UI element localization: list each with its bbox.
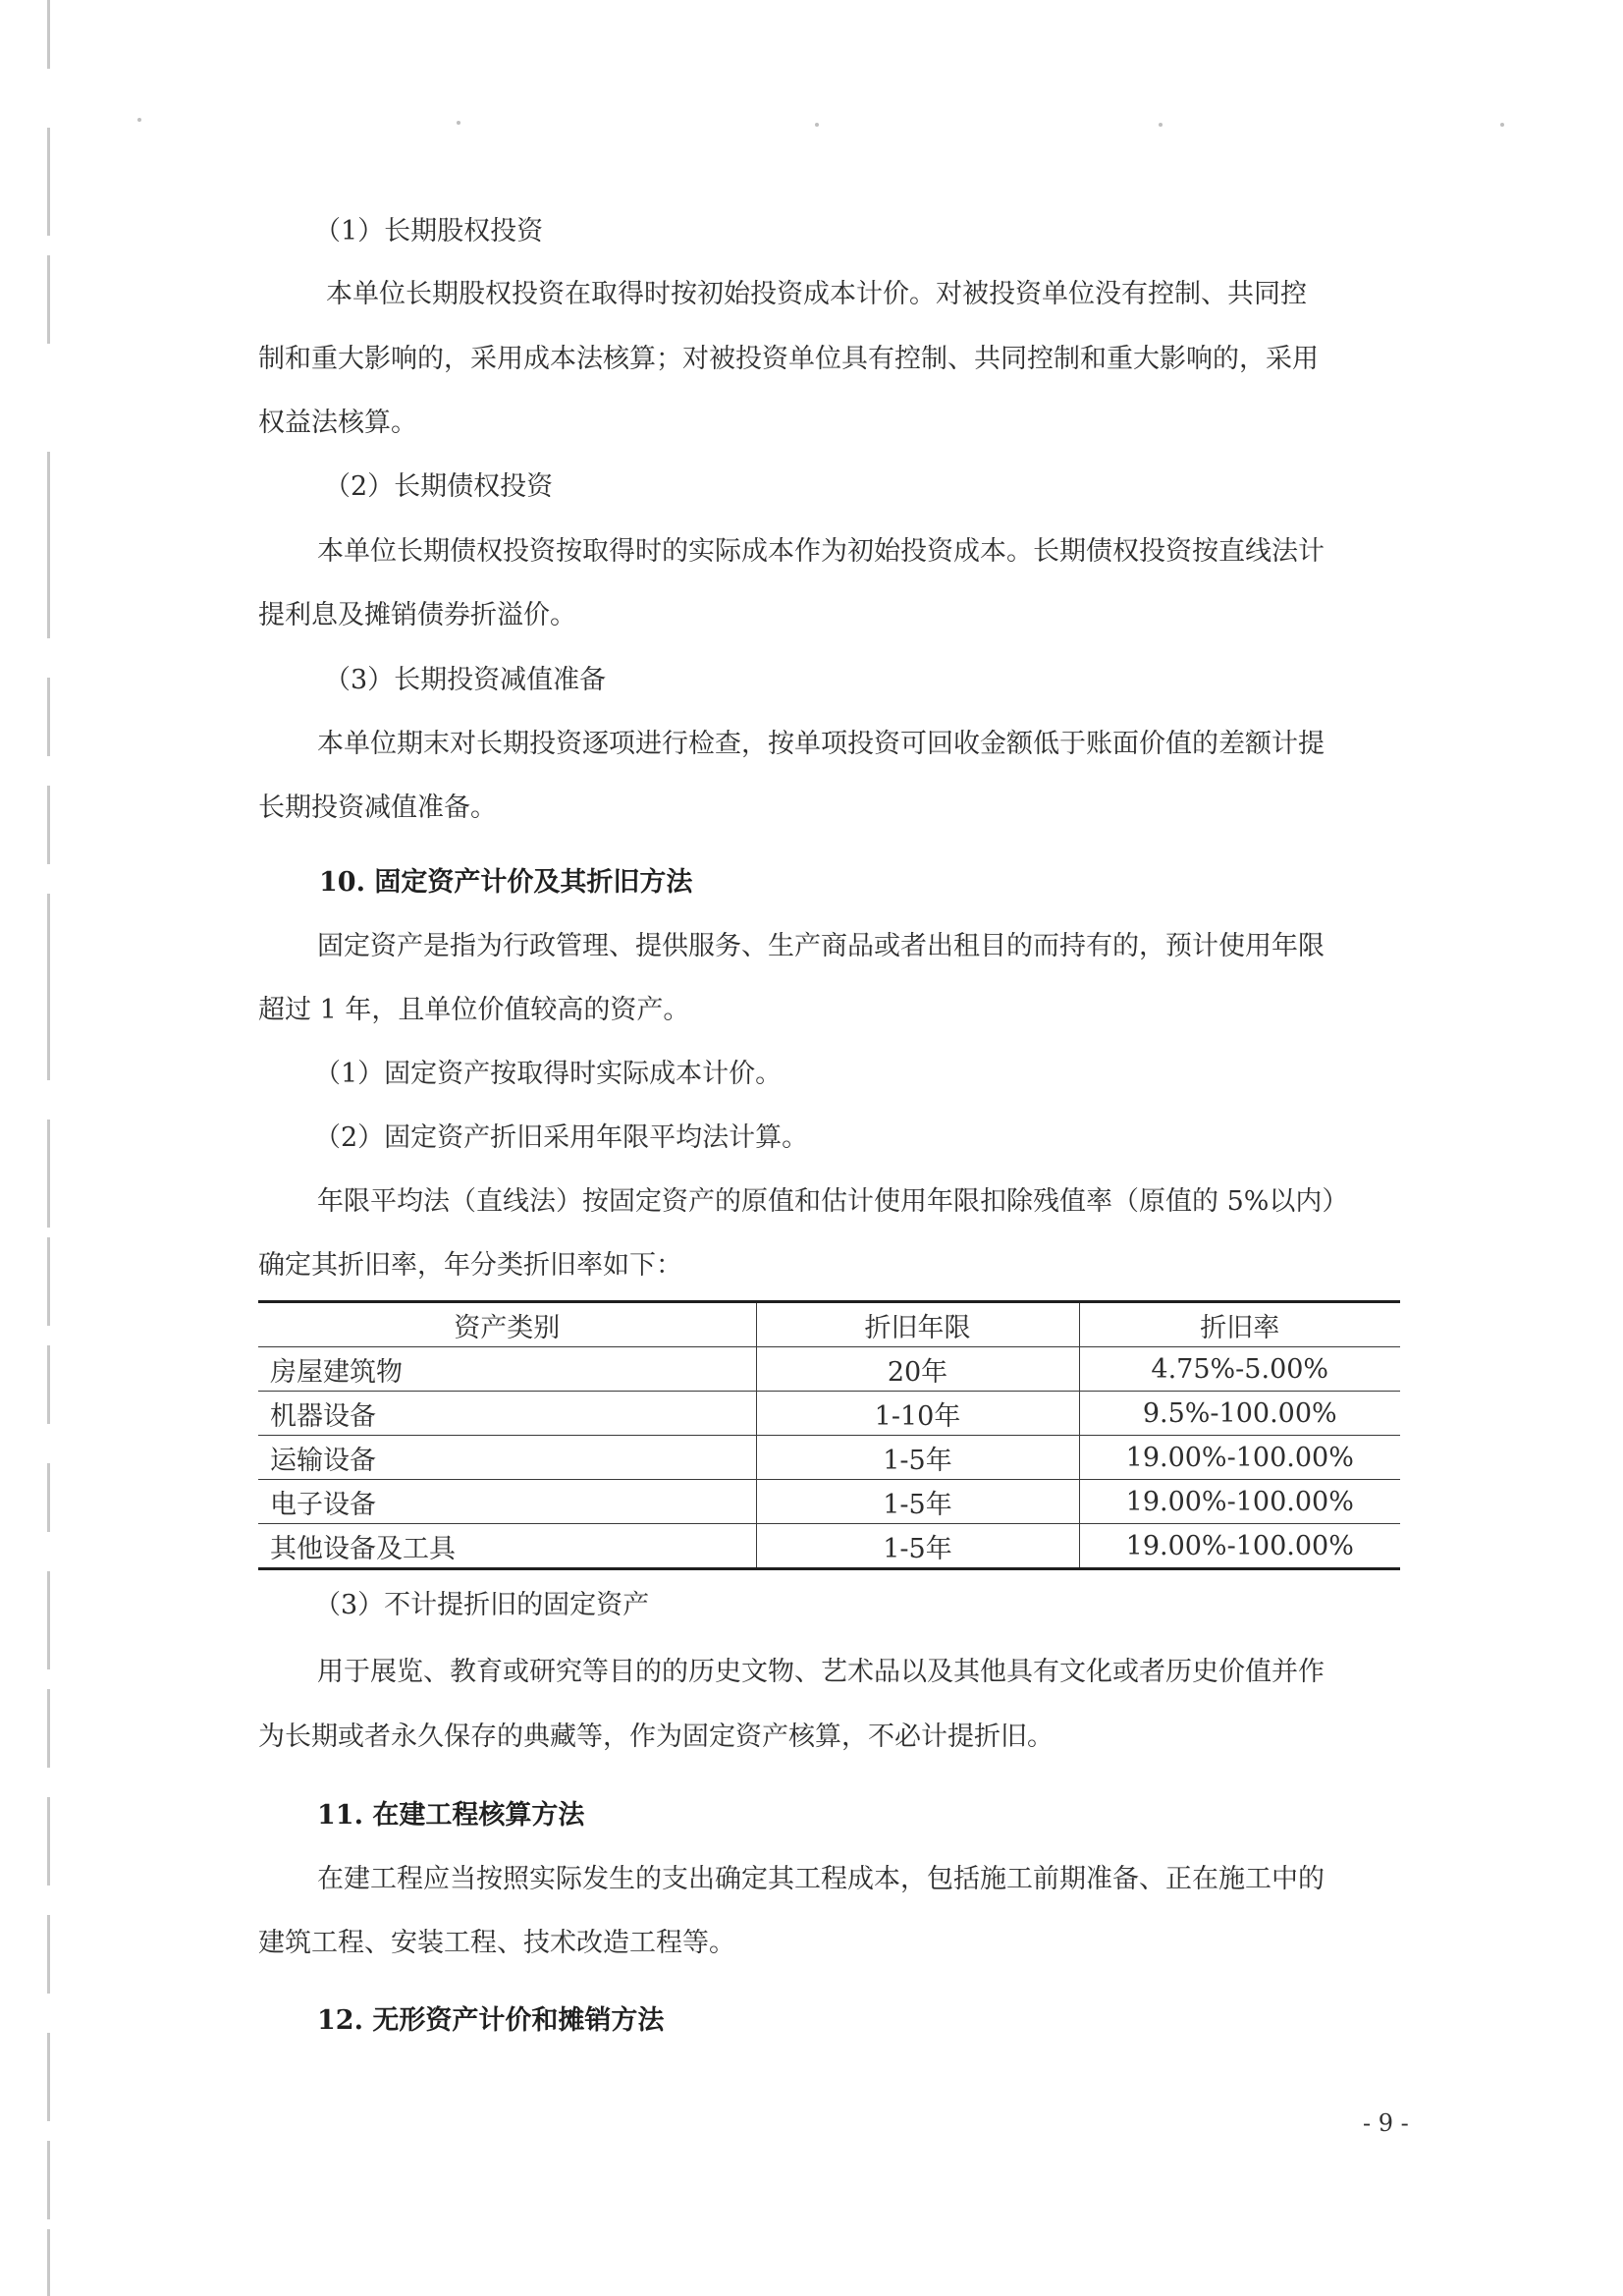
section-heading: 11. 在建工程核算方法 [317,1800,585,1831]
section-heading: 10. 固定资产计价及其折旧方法 [319,867,693,898]
table-row [258,1347,1400,1392]
depreciation-years-cell: 1-5年 [756,1480,1079,1524]
paragraph-line: 本单位期末对长期投资逐项进行检查，按单项投资可回收金额低于账面价值的差额计提 [317,729,1325,759]
paragraph-line: 固定资产是指为行政管理、提供服务、生产商品或者出租目的而持有的，预计使用年限 [317,931,1325,961]
paragraph-line: 建筑工程、安装工程、技术改造工程等。 [258,1928,735,1958]
depreciation-rate-cell: 19.00%-100.00% [1079,1436,1400,1480]
paragraph-line: （1）固定资产按取得时实际成本计价。 [314,1059,783,1089]
binding-hole-marks [47,0,77,2296]
paragraph-line: 在建工程应当按照实际发生的支出确定其工程成本，包括施工前期准备、正在施工中的 [317,1864,1325,1894]
subheading: （3）不计提折旧的固定资产 [314,1590,650,1620]
asset-category-cell: 电子设备 [258,1480,756,1524]
depreciation-rate-cell: 19.00%-100.00% [1079,1480,1400,1524]
paragraph-line: 制和重大影响的，采用成本法核算；对被投资单位具有控制、共同控制和重大影响的，采用 [258,344,1319,374]
scan-speck [815,123,819,127]
asset-category-cell: 其他设备及工具 [258,1524,756,1569]
depreciation-years-cell: 1-5年 [756,1524,1079,1569]
column-header: 资产类别 [258,1302,756,1347]
depreciation-years-cell: 20年 [756,1347,1079,1392]
depreciation-years-cell: 1-10年 [756,1392,1079,1436]
scan-speck [1500,123,1504,127]
column-header: 折旧年限 [756,1302,1079,1347]
paragraph-line: 本单位长期股权投资在取得时按初始投资成本计价。对被投资单位没有控制、共同控 [326,279,1307,309]
paragraph-line: 用于展览、教育或研究等目的的历史文物、艺术品以及其他具有文化或者历史价值并作 [317,1657,1325,1687]
section-heading: 12. 无形资产计价和摊销方法 [317,2005,665,2036]
subheading: （1）长期股权投资 [314,216,544,246]
paragraph-line: 权益法核算。 [258,408,417,438]
page-number: - 9 - [1363,2109,1409,2137]
paragraph-line: 长期投资减值准备。 [258,793,497,823]
paragraph-line: 年限平均法（直线法）按固定资产的原值和估计使用年限扣除残值率（原值的 5%以内） [317,1186,1349,1217]
scan-speck [457,121,460,125]
depreciation-rate-cell: 9.5%-100.00% [1079,1392,1400,1436]
table-row [258,1480,1400,1524]
column-header: 折旧率 [1079,1302,1400,1347]
asset-category-cell: 房屋建筑物 [258,1347,756,1392]
table-header-row [258,1302,1400,1347]
subheading: （3）长期投资减值准备 [324,665,607,695]
depreciation-rate-cell: 4.75%-5.00% [1079,1347,1400,1392]
depreciation-table [258,1300,1400,1570]
scan-speck [137,118,141,122]
paragraph-line: 本单位长期债权投资按取得时的实际成本作为初始投资成本。长期债权投资按直线法计 [317,536,1325,567]
table-row [258,1436,1400,1480]
table-row [258,1524,1400,1569]
scan-speck [1159,123,1163,127]
depreciation-rate-cell: 19.00%-100.00% [1079,1524,1400,1569]
asset-category-cell: 机器设备 [258,1392,756,1436]
paragraph-line: （2）固定资产折旧采用年限平均法计算。 [314,1122,809,1153]
paragraph-line: 提利息及摊销债券折溢价。 [258,600,576,630]
asset-category-cell: 运输设备 [258,1436,756,1480]
subheading: （2）长期债权投资 [324,471,554,502]
depreciation-years-cell: 1-5年 [756,1436,1079,1480]
paragraph-line: 超过 1 年，且单位价值较高的资产。 [258,995,690,1025]
paragraph-line: 为长期或者永久保存的典藏等，作为固定资产核算，不必计提折旧。 [258,1722,1054,1752]
paragraph-line: 确定其折旧率，年分类折旧率如下： [258,1250,682,1281]
table-row [258,1392,1400,1436]
